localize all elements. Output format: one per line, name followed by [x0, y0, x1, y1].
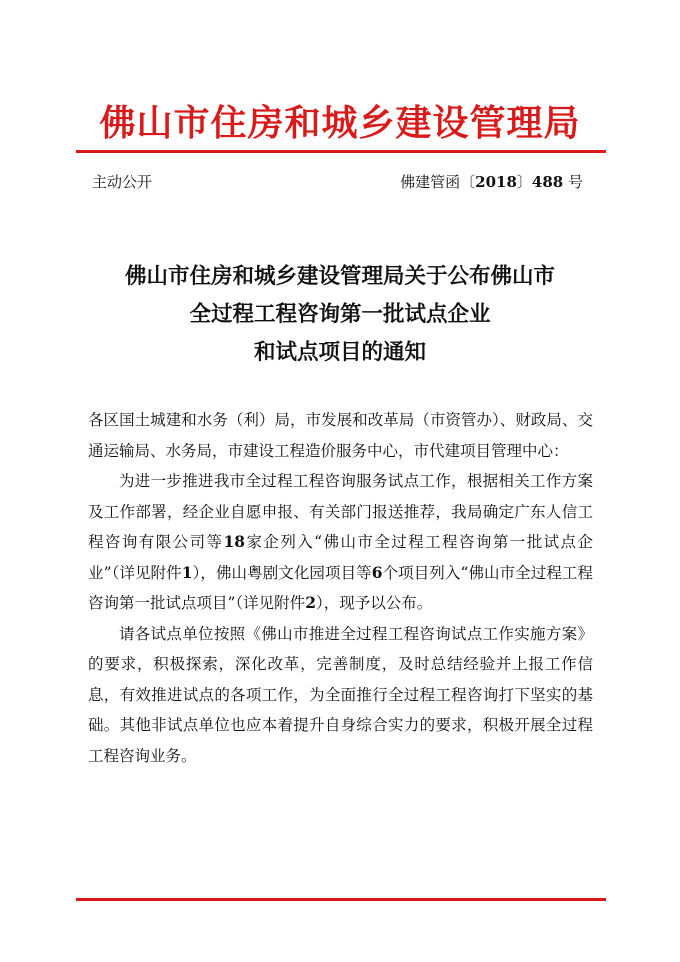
doc-number-no: 488: [531, 173, 564, 191]
p1-attachment-1: 1: [181, 562, 193, 582]
footer-rule: [76, 898, 606, 901]
org-header: 佛山市住房和城乡建设管理局: [99, 102, 581, 144]
p1-count-enterprises: 18: [223, 532, 246, 551]
p1-part-b: 家企列入“佛山市全过程工程咨询第一批试点企业”（详见附件: [88, 533, 593, 582]
p1-count-projects: 6: [371, 562, 383, 582]
p1-part-e: ），现予以公布。: [315, 594, 433, 612]
doc-number-prefix: 佛建管函〔: [400, 173, 476, 191]
doc-number: [400, 171, 583, 192]
doc-number-mid: 〕: [516, 173, 532, 191]
p1-part-c: ），佛山粤剧文化园项目等: [192, 563, 372, 582]
disclosure-label: 主动公开: [92, 173, 153, 191]
doc-number-suffix: 号: [563, 173, 583, 191]
addressees: 各区国土城建和水务（利）局，市发展和改革局（市资管办）、财政局、交通运输局、水务局，市建设工程造价服务中心，市代建项目管理中心：: [88, 411, 593, 460]
title-line-1: 佛山市住房和城乡建设管理局关于公布佛山市: [124, 264, 555, 289]
header-rule: [76, 150, 606, 153]
p1-attachment-2: 2: [305, 593, 316, 612]
paragraph-2: 请各试点单位按照《佛山市推进全过程工程咨询试点工作实施方案》的要求，积极探索，深化改革，完善制度，及时总结经验并上报工作信息，有效推进试点的各项工作，为全面推行全过程工程咨询打下坚实的基础。其他非试点单位也应本着提升自身综合实力的要求，积极开展全过程工程咨询业务。: [88, 624, 593, 765]
p1-part-a: 为进一步推进我市全过程工程咨询服务试点工作，根据相关工作方案及工作部署，经企业自愿申报、有关部门报送推荐，我局确定广东人信工程咨询有限公司等: [88, 472, 593, 551]
title-line-2: 全过程工程咨询第一批试点企业: [189, 302, 491, 327]
doc-number-year: 2018: [475, 173, 517, 191]
title-line-3: 和试点项目的通知: [253, 340, 426, 365]
p1-part-d: 个项目列入“佛山市全过程工程咨询第一批试点项目”（详见附件: [88, 563, 593, 612]
document-title: [0, 258, 680, 372]
document-body: [88, 405, 593, 771]
paragraph-1: [88, 466, 593, 619]
